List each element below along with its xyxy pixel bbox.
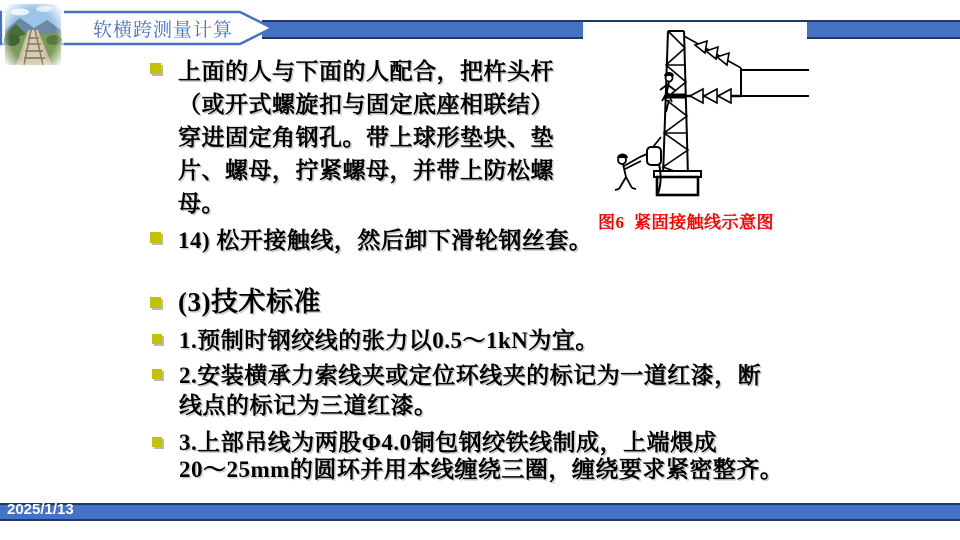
text-line: 3.上部吊线为两股Φ4.0铜包钢绞铁线制成，上端煨成 — [179, 430, 718, 455]
footer-date: 2025/1/13 — [7, 501, 74, 518]
figure-caption: 图6 紧固接触线示意图 — [598, 213, 774, 232]
paragraph-text — [178, 55, 554, 220]
item-text — [179, 361, 761, 421]
bullet-icon — [152, 334, 162, 344]
bullet-paragraph-2 — [150, 224, 592, 257]
tower-illustration — [595, 24, 810, 209]
text-line: 穿进固定角钢孔。带上球形垫块、垫 — [178, 125, 554, 150]
list-item-1 — [152, 326, 599, 356]
bullet-icon — [150, 63, 161, 74]
footer-bar — [0, 503, 960, 521]
item-text — [179, 429, 783, 483]
list-item-2 — [152, 361, 761, 421]
page-title: 软横跨测量计算 — [93, 20, 234, 41]
text-line: 上面的人与下面的人配合，把杵头杆 — [178, 59, 554, 84]
logo-image — [2, 0, 64, 72]
wire-bracket — [741, 68, 809, 97]
bullet-icon — [152, 437, 162, 447]
bullet-icon — [150, 232, 161, 243]
text-line: 2.安装横承力索线夹或定位环线夹的标记为一道红漆，断 — [179, 363, 762, 388]
text-line: （或开式螺旋扣与固定底座相联结） — [178, 92, 554, 117]
text-line: 片、螺母，拧紧螺母，并带上防松螺 — [178, 158, 554, 183]
section-heading-block — [150, 286, 321, 318]
text-line: 线点的标记为三道红漆。 — [179, 393, 438, 418]
bullet-paragraph-1 — [150, 55, 554, 220]
paragraph-text: 14) 松开接触线，然后卸下滑轮钢丝套。 — [178, 228, 593, 253]
bullet-icon — [152, 369, 162, 379]
text-line: 母。 — [178, 191, 225, 216]
middle-insulator-string — [665, 89, 741, 103]
text-line: 20～25mm的圆环并用本线缠绕三圈，缠绕要求紧密整齐。 — [179, 457, 784, 482]
list-item-3 — [152, 429, 783, 483]
header-top-rule — [262, 20, 960, 22]
tower-mast — [663, 31, 688, 176]
section-heading: (3)技术标准 — [178, 287, 321, 317]
item-text: 1.预制时钢绞线的张力以0.5～1kN为宜。 — [179, 328, 599, 353]
upper-insulator-string — [684, 36, 741, 68]
worker-on-ground — [615, 154, 641, 191]
bullet-icon — [150, 297, 161, 308]
